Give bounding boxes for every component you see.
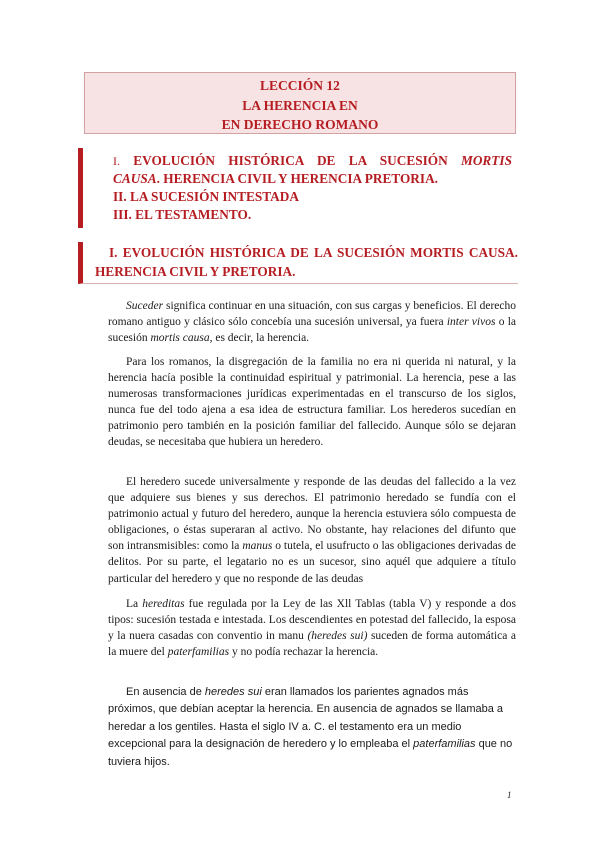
p4-text-b: fue regulada por la Ley de las Xll Tablas (tabla V) y responde a dos tipos: sucesión testada e intestada. Los descendientes en potestad del fallecido, la esposa y la nuera casadas con conventio in manu: [108, 598, 516, 643]
p2-text: Para los romanos, la disgregación de la familia no era ni querida ni natural, y la herencia hacía posible la continuidad espiritual y patrimonial. La herencia, pese a las numerosas transformaciones jurídicas experimentadas en el transcurso de los siglos, nunca fue del todo ajena a esa idea de estructura familiar. Los herederos sucedían en patrimonio pero también en la posición familiar del fallecido. Aunque sólo se dejaran deudas, se necesitaba que hubiera un heredero.: [108, 356, 516, 449]
section-heading: [78, 242, 518, 284]
paragraph-4: [108, 596, 516, 660]
page-number: 1: [507, 790, 512, 800]
index-item-1-text-2: . HERENCIA CIVIL Y HERENCIA PRETORIA.: [156, 171, 438, 186]
index-item-2: II. LA SUCESIÓN INTESTADA: [113, 189, 299, 204]
paragraph-5: [108, 684, 516, 771]
p4-italic-heredes-sui: (heredes sui): [307, 630, 368, 643]
section-heading-line1: I. EVOLUCIÓN HISTÓRICA DE LA SUCESIÓN MORTIS CAUSA.: [109, 245, 518, 260]
p4-italic-hereditas: hereditas: [142, 598, 185, 610]
p4-text-a: La: [126, 598, 143, 610]
index-item-1-cont: [113, 170, 512, 188]
section-heading-line2: HERENCIA CIVIL Y PRETORIA.: [95, 264, 296, 279]
p1-text-a: significa continuar en una situación, con sus cargas y beneficios. El derecho romano antiguo y clásico sólo concebía una sucesión universal, ya fuera: [108, 300, 516, 329]
p5-text-c: que no tuviera hijos.: [108, 738, 513, 768]
p5-italic-heredes-sui: heredes sui: [204, 686, 262, 698]
lesson-index: [78, 148, 518, 228]
paragraph-2: [108, 354, 516, 451]
p1-italic-mortis-causa: mortis causa: [150, 332, 210, 345]
p5-italic-paterfamilias: paterfamilias: [413, 738, 476, 751]
lesson-number: LECCIÓN 12: [260, 78, 340, 93]
p1-italic-suceder: Suceder: [126, 300, 164, 312]
p4-text-d: y no podía rechazar la herencia.: [229, 646, 379, 659]
p3-text-b: o tutela, el usufructo o las obligaciones derivadas de delitos. Por su parte, el legatario no es un sucesor, sino aquél que adquiere a título particular del heredero y que no responde de las deudas: [108, 540, 517, 585]
index-item-1-italic-2: CAUSA: [113, 171, 157, 186]
p5-text-a: En ausencia de: [126, 686, 205, 698]
index-item-3: III. EL TESTAMENTO.: [113, 207, 252, 222]
index-item-1-italic: MORTIS: [461, 153, 512, 168]
p3-text-a: El heredero sucede universalmente y responde de las deudas del fallecido a la vez que adquiere sus bienes y sus derechos. El patrimonio heredado se fundía con el patrimonio actual y futuro del heredero, aunque la herencia estuviera sólo compuesta de obligaciones, o éstas superaran al activo. No obstante, hay relaciones del difunto que son intransmisibles: como la: [108, 476, 516, 553]
p1-italic-inter-vivos: inter vivos: [446, 316, 496, 329]
p3-italic-manus: manus: [242, 540, 273, 553]
lesson-title-line1: LA HERENCIA EN: [242, 97, 358, 113]
lesson-title-box: [84, 72, 516, 134]
index-item-1: [113, 152, 512, 170]
p1-text-c: , es decir, la herencia.: [209, 332, 310, 345]
index-item-1-text: EVOLUCIÓN HISTÓRICA DE LA SUCESIÓN: [133, 153, 448, 168]
p1-text-b: o la sucesión: [108, 316, 516, 345]
p5-text-b: eran llamados los parientes agnados más próximos, que debían aceptar la herencia. En ausencia de agnados se llamaba a heredar a los gentiles. Hasta el siglo IV a. C. el testamento era un medio excepcional para la designación de heredero y lo empleaba el: [108, 686, 504, 751]
index-item-1-number: I.: [113, 154, 120, 168]
paragraph-1: [108, 298, 516, 346]
p4-italic-paterfamilias: paterfamilias: [167, 646, 230, 659]
p4-text-c: suceden de forma automática a la muere del: [108, 630, 516, 659]
paragraph-3: [108, 474, 516, 587]
lesson-title-line2: EN DERECHO ROMANO: [221, 117, 379, 132]
